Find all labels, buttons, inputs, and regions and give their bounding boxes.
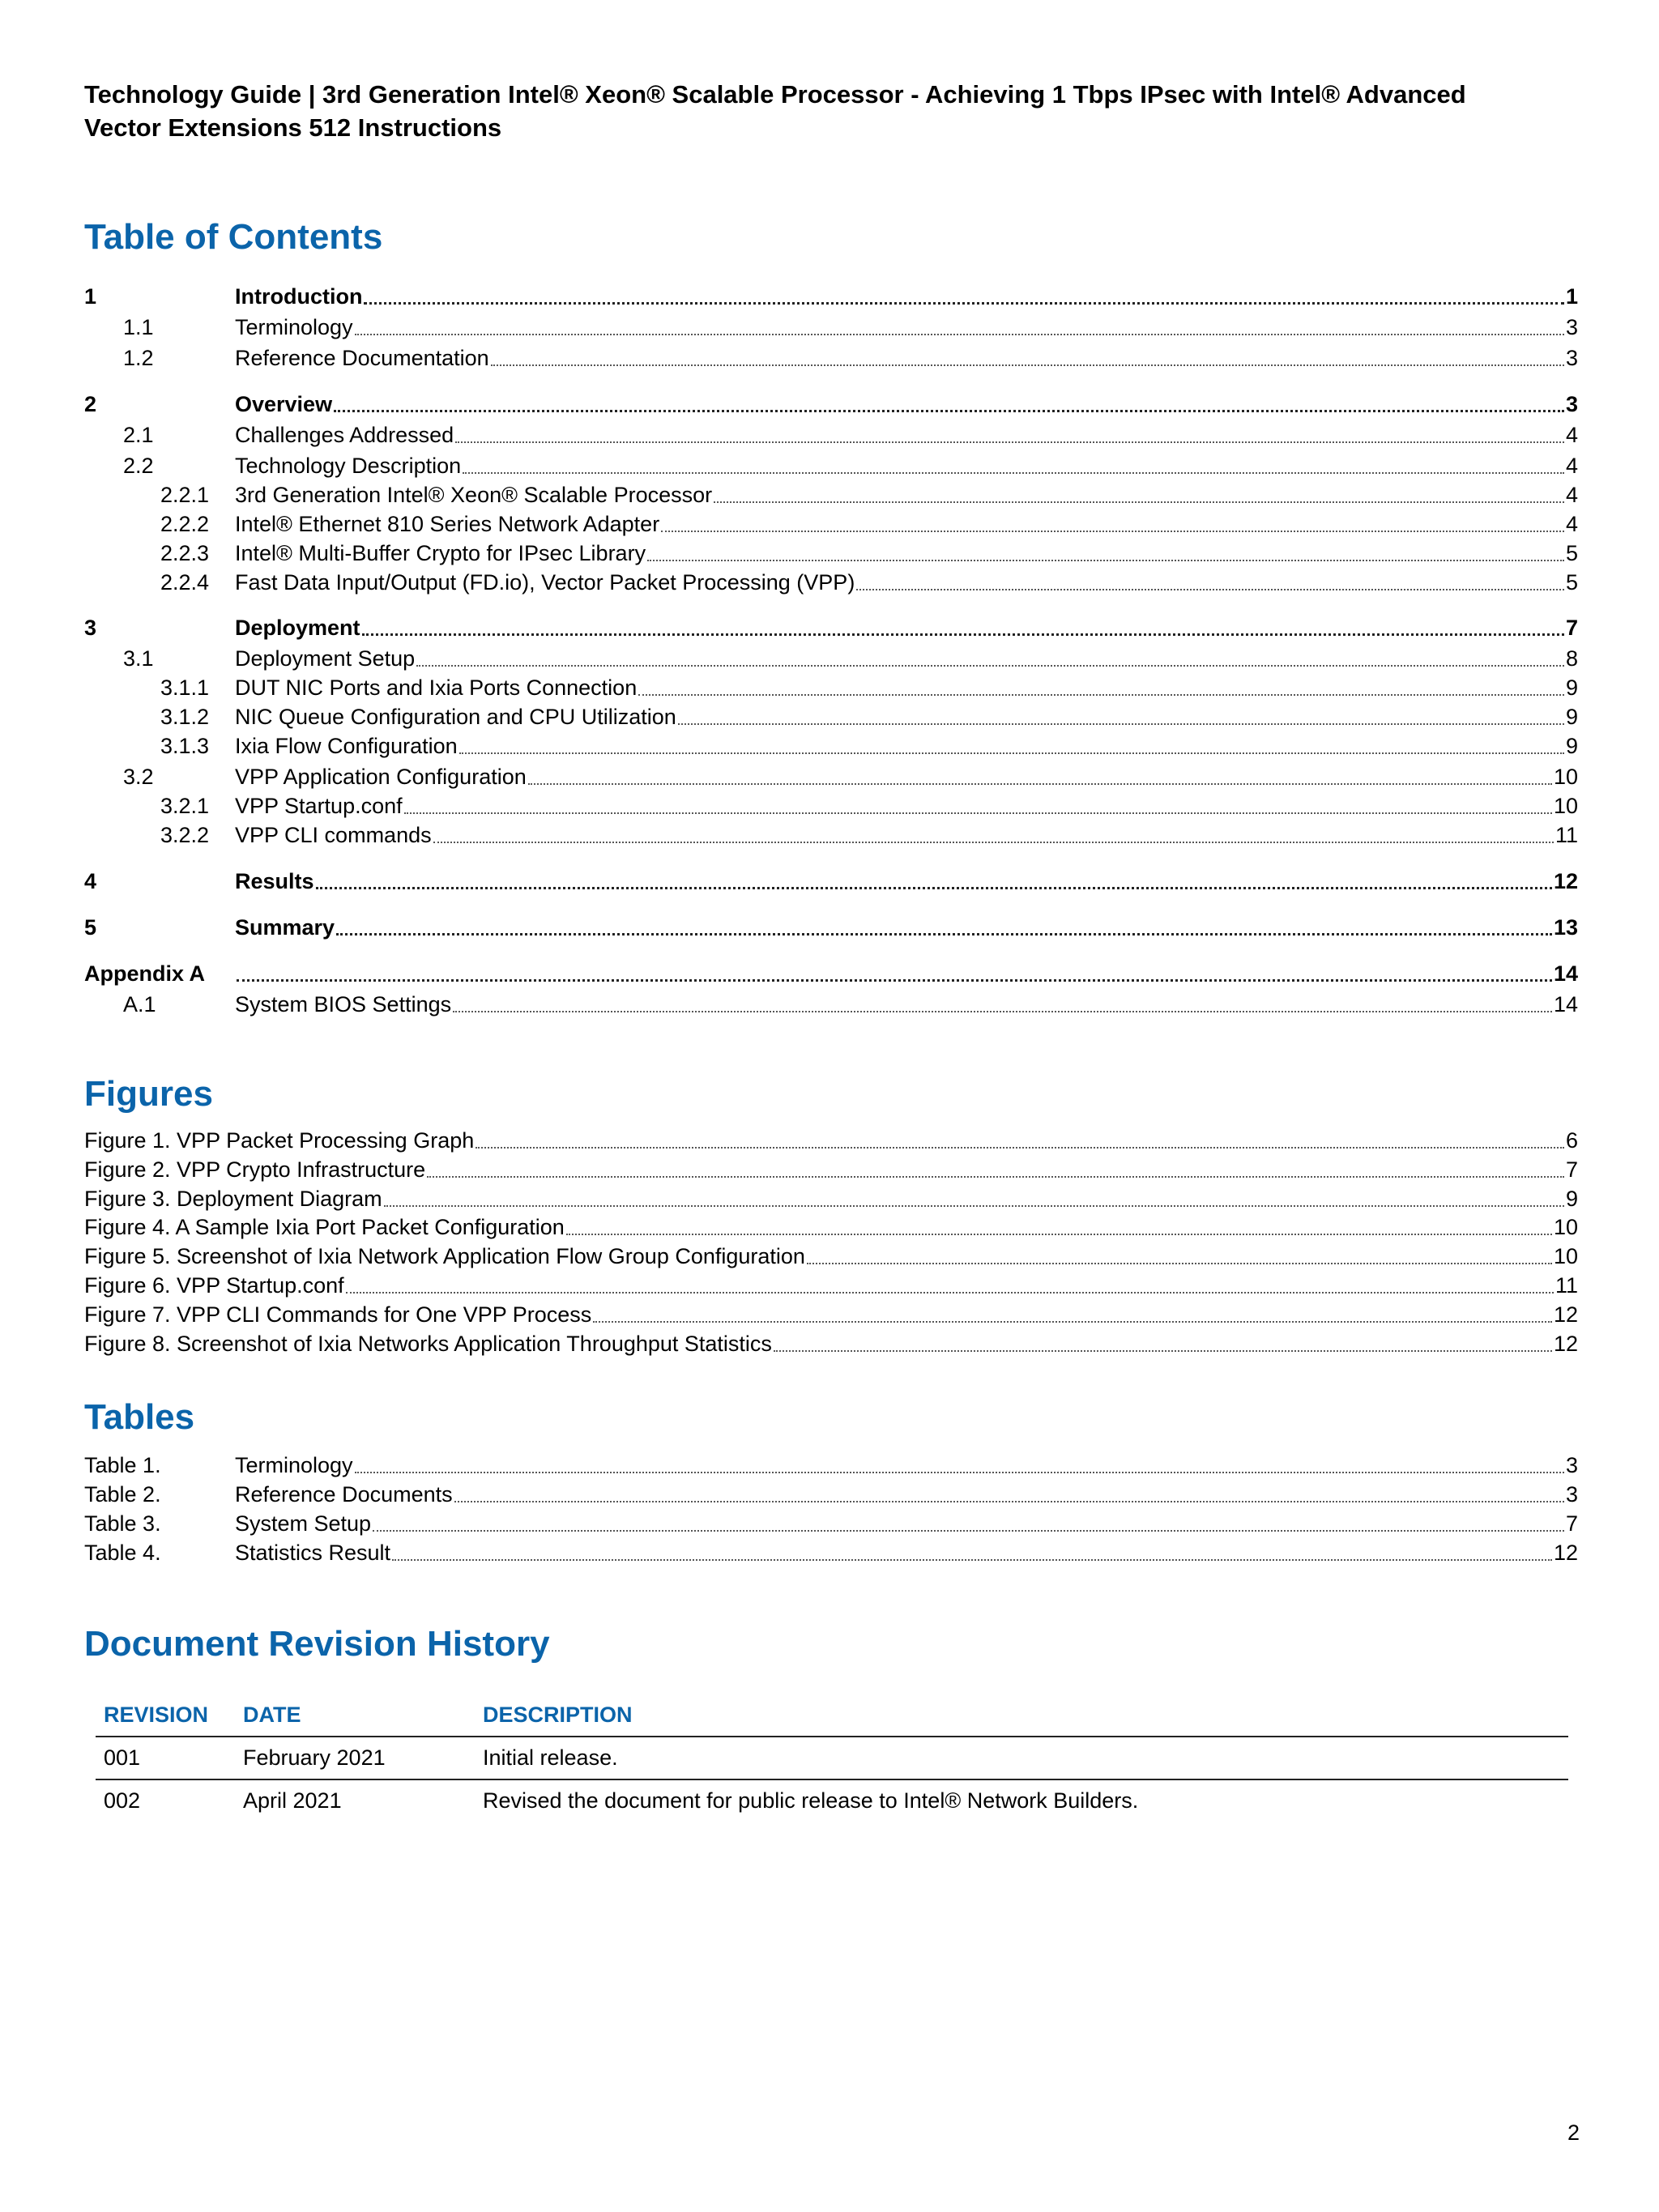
dot-leader [491,364,1564,366]
date-cell: February 2021 [235,1737,475,1779]
toc-entry-label: Fast Data Input/Output (FD.io), Vector Packet Processing (VPP) [235,570,855,595]
toc-entry[interactable] [84,313,1578,342]
toc-entry[interactable] [84,820,1578,850]
dot-leader [384,1205,1564,1207]
figure-entry-label: Figure 1. VPP Packet Processing Graph [84,1128,475,1153]
toc-entry-page: 11 [1555,823,1578,847]
revision-cell: 002 [104,1788,141,1813]
dot-leader [433,842,1554,843]
figure-entry-label: Figure 4. A Sample Ixia Port Packet Configuration [84,1215,565,1239]
toc-entry-label: Reference Documentation [235,346,489,370]
toc-entry-label: Technology Description [235,454,462,478]
figure-entry-page: 10 [1553,1215,1578,1239]
dot-leader [316,887,1552,889]
dot-leader [355,1472,1564,1473]
table-list-entry[interactable] [84,1480,1578,1509]
toc-entry[interactable] [84,568,1578,597]
table-list-entry[interactable] [84,1451,1578,1480]
toc-title: Table of Contents [84,217,383,257]
revision-header-row [96,1696,1568,1737]
dot-leader [647,560,1564,561]
figure-entry-label: Figure 3. Deployment Diagram [84,1187,382,1211]
toc-entry-page: 7 [1565,616,1578,640]
toc-entry[interactable] [84,480,1578,509]
table-entry-number: Table 2. [84,1482,161,1507]
dot-leader [454,1501,1564,1502]
revision-history-title: Document Revision History [84,1624,550,1664]
toc-entry-page: 9 [1565,734,1578,758]
toc-entry-number: 3.2 [123,765,154,789]
toc-entry-page: 10 [1553,794,1578,818]
toc-entry-page: 13 [1553,915,1578,940]
toc-entry-number: 4 [84,869,97,893]
toc-entry-number: 3.1.1 [160,676,210,700]
toc-entry-page: 12 [1553,869,1578,893]
toc-entry-number: 1.1 [123,315,154,339]
figure-entry-label: Figure 6. VPP Startup.conf [84,1273,344,1298]
toc-entry-number: 3.2.2 [160,823,210,847]
figure-entry-page: 9 [1565,1187,1578,1211]
toc-entry-label: Ixia Flow Configuration [235,734,458,758]
document-header: Technology Guide | 3rd Generation Intel® Xeon® Scalable Processor - Achieving 1 Tbps IPsec with Intel® Advanced Vector Extensions 512 Instructions [84,80,1466,142]
toc-entry-number: 3.1.3 [160,734,210,758]
figure-entry-page: 6 [1565,1128,1578,1153]
toc-entry[interactable] [84,990,1578,1019]
toc-entry-number: 2.2.4 [160,570,210,595]
toc-entry-label: Deployment Setup [235,646,416,671]
toc-entry-number: 2.2 [123,454,154,478]
toc-entry-number: 2 [84,392,97,416]
dot-leader [661,531,1564,532]
dot-leader [364,302,1564,305]
toc-entry[interactable] [84,343,1578,373]
toc-entry-page: 4 [1565,454,1578,478]
date-cell: April 2021 [243,1788,342,1813]
tables-title: Tables [84,1397,195,1437]
table-entry-number: Table 3. [84,1511,161,1536]
toc-entry-label: Intel® Ethernet 810 Series Network Adapter [235,512,660,536]
toc-entry[interactable] [84,913,1578,942]
table-list-entry[interactable] [84,1509,1578,1538]
toc-entry-label: Challenges Addressed [235,423,454,447]
table-entry-label: System Setup [235,1511,372,1536]
toc-entry-page: 14 [1553,992,1578,1016]
toc-entry-number: Appendix A [84,961,206,986]
figure-list-entry[interactable] [84,1329,1578,1358]
figure-entry-page: 12 [1553,1302,1578,1327]
dot-leader [714,501,1564,503]
toc-entry-page: 1 [1565,284,1578,309]
table-entry-page: 7 [1565,1511,1578,1536]
toc-entry-number: 3 [84,616,97,640]
toc-entry-number: 3.1.2 [160,705,210,729]
toc-entry[interactable] [84,390,1578,419]
figure-list-entry[interactable] [84,1242,1578,1271]
toc-entry-page: 3 [1565,315,1578,339]
toc-entry-page: 14 [1553,961,1578,986]
toc-entry-page: 10 [1553,765,1578,789]
toc-entry-number: 1.2 [123,346,154,370]
toc-entry-label: Terminology [235,315,353,339]
toc-entry[interactable] [84,959,1578,988]
dot-leader [416,665,1564,667]
toc-entry-number: 2.1 [123,423,154,447]
figure-entry-page: 10 [1553,1244,1578,1268]
toc-entry-page: 5 [1565,541,1578,565]
toc-entry[interactable] [84,613,1578,642]
toc-entry-number: A.1 [123,992,156,1016]
table-entry-page: 3 [1565,1482,1578,1507]
toc-entry-label: DUT NIC Ports and Ixia Ports Connection [235,676,638,700]
toc-entry[interactable] [84,509,1578,539]
toc-entry[interactable] [84,702,1578,731]
toc-entry-number: 3.2.1 [160,794,210,818]
toc-entry-number: 2.2.1 [160,483,210,507]
toc-entry-label: VPP CLI commands [235,823,432,847]
revision-cell: 001 [96,1737,235,1779]
figure-entry-label: Figure 7. VPP CLI Commands for One VPP Process [84,1302,592,1327]
toc-entry-page: 4 [1565,512,1578,536]
column-header-revision: REVISION [96,1696,235,1737]
figure-list-entry[interactable] [84,1184,1578,1213]
dot-leader [404,812,1552,814]
toc-entry-number: 5 [84,915,97,940]
toc-entry-label: Results [235,869,314,893]
toc-entry-label: Deployment [235,616,360,640]
toc-entry[interactable] [84,791,1578,820]
figure-list-entry[interactable] [84,1126,1578,1155]
figure-entry-page: 12 [1553,1332,1578,1356]
toc-entry-label: Introduction [235,284,363,309]
toc-entry-page: 5 [1565,570,1578,595]
table-entry-label: Reference Documents [235,1482,453,1507]
column-header-description: DESCRIPTION [475,1696,1568,1737]
dot-leader [774,1350,1552,1352]
toc-entry-label: System BIOS Settings [235,992,452,1016]
table-list-entry[interactable] [84,1538,1578,1567]
dot-leader [678,723,1564,725]
dot-leader [566,1234,1552,1235]
figure-entry-page: 11 [1555,1273,1578,1298]
toc-entry-page: 3 [1565,346,1578,370]
description-cell: Revised the document for public release to Intel® Network Builders. [483,1788,1139,1813]
dot-leader [856,589,1564,590]
dot-leader [593,1321,1552,1323]
dot-leader [336,933,1552,936]
table-entry-page: 12 [1553,1541,1578,1565]
table-entry-number: Table 4. [84,1541,161,1565]
toc-entry-number: 3.1 [123,646,154,671]
table-row [96,1779,1568,1822]
dot-leader [362,633,1564,636]
toc-entry-label: VPP Startup.conf [235,794,403,818]
dot-leader [373,1530,1564,1532]
figure-list-entry[interactable] [84,1155,1578,1184]
toc-entry-label: Overview [235,392,333,416]
dot-leader [476,1147,1564,1149]
toc-entry-number: 1 [84,284,97,309]
table-entry-number: Table 1. [84,1453,161,1477]
dot-leader [463,472,1564,474]
toc-entry[interactable] [84,282,1578,311]
dot-leader [459,752,1564,754]
toc-entry-number: 2.2.2 [160,512,210,536]
dot-leader [528,783,1552,785]
dot-leader [453,1011,1552,1012]
dot-leader [807,1263,1552,1264]
toc-entry[interactable] [84,644,1578,673]
table-entry-label: Statistics Result [235,1541,391,1565]
toc-entry-page: 4 [1565,483,1578,507]
dot-leader [346,1292,1554,1294]
toc-entry-page: 9 [1565,705,1578,729]
toc-entry[interactable] [84,673,1578,702]
figure-list-entry[interactable] [84,1300,1578,1329]
toc-entry[interactable] [84,867,1578,896]
dot-leader [455,441,1564,443]
figure-list-entry[interactable] [84,1213,1578,1242]
toc-entry[interactable] [84,762,1578,791]
table-entry-label: Terminology [235,1453,353,1477]
toc-entry-label: Intel® Multi-Buffer Crypto for IPsec Library [235,541,646,565]
toc-entry[interactable] [84,731,1578,761]
dot-leader [427,1176,1564,1178]
toc-entry-label: NIC Queue Configuration and CPU Utilization [235,705,676,729]
dot-leader [237,979,1552,982]
description-cell: Initial release. [475,1737,1568,1779]
toc-entry-label: 3rd Generation Intel® Xeon® Scalable Processor [235,483,713,507]
page-number: 2 [1567,2120,1580,2145]
figure-entry-page: 7 [1565,1157,1578,1182]
toc-entry[interactable] [84,539,1578,568]
column-header-date: DATE [235,1696,475,1737]
toc-entry-label: VPP Application Configuration [235,765,527,789]
toc-entry[interactable] [84,451,1578,480]
toc-entry-page: 8 [1565,646,1578,671]
toc-entry-page: 4 [1565,423,1578,447]
figure-entry-label: Figure 8. Screenshot of Ixia Networks Application Throughput Statistics [84,1332,772,1356]
dot-leader [392,1559,1552,1561]
dot-leader [355,334,1564,335]
revision-history-table [96,1696,1568,1822]
figure-list-entry[interactable] [84,1271,1578,1300]
figure-entry-label: Figure 5. Screenshot of Ixia Network Application Flow Group Configuration [84,1244,805,1268]
figure-entry-label: Figure 2. VPP Crypto Infrastructure [84,1157,426,1182]
toc-entry-label: Summary [235,915,335,940]
dot-leader [638,694,1564,696]
figures-title: Figures [84,1074,213,1114]
table-entry-page: 3 [1565,1453,1578,1477]
dot-leader [334,410,1564,412]
toc-entry[interactable] [84,420,1578,450]
toc-entry-number: 2.2.3 [160,541,210,565]
toc-entry-page: 3 [1565,392,1578,416]
table-row [96,1737,1568,1779]
toc-entry-page: 9 [1565,676,1578,700]
